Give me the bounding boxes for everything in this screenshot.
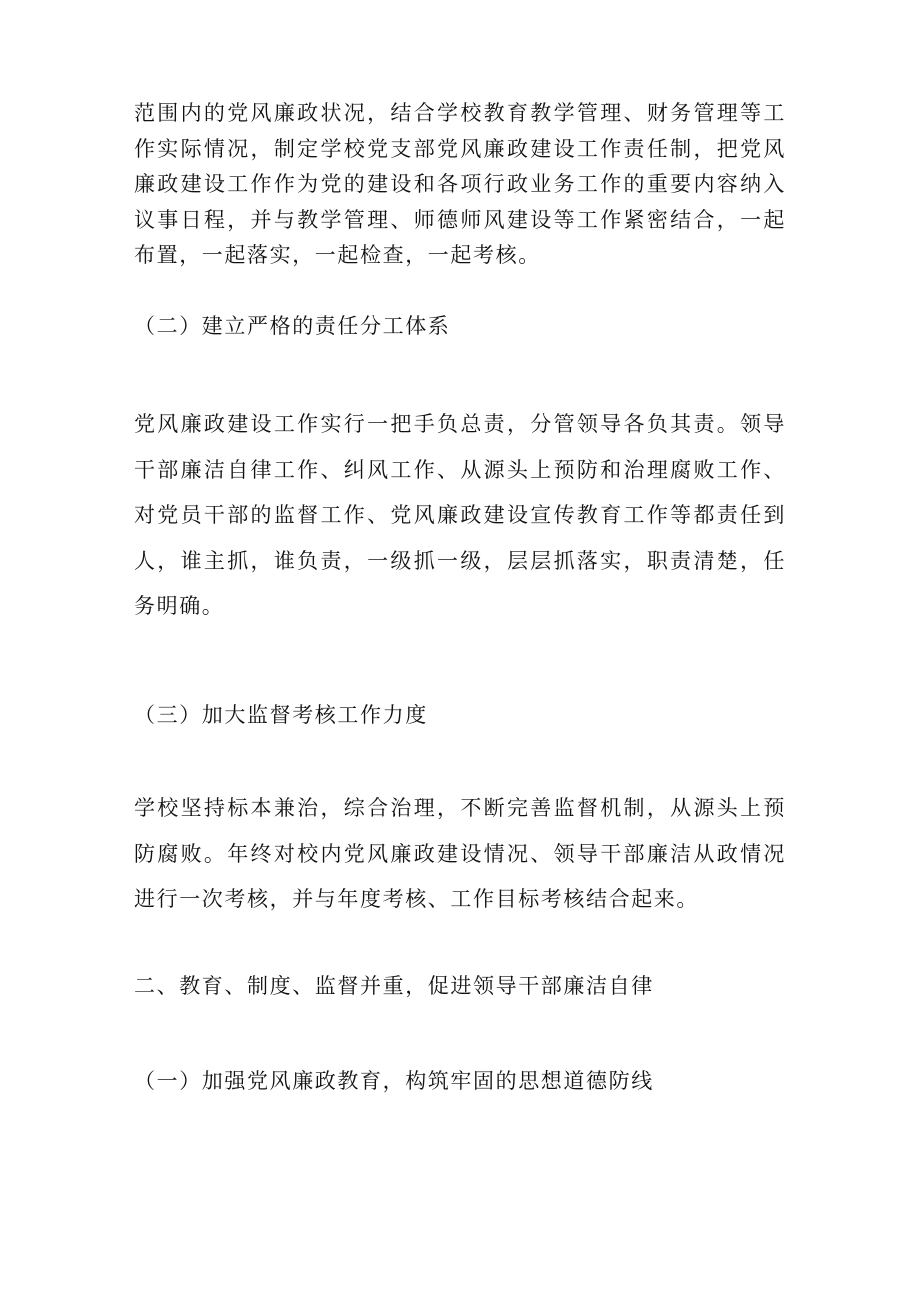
subheading-strengthen-education: （一）加强党风廉政教育，构筑牢固的思想道德防线 <box>134 1069 654 1093</box>
paragraph-supervision-assessment: 学校坚持标本兼治，综合治理，不断完善监督机制，从源头上预防腐败。年终对校内党风廉政建设情况、领导干部廉洁从政情况进行一次考核，并与年度考核、工作目标考核结合起来。 <box>134 796 786 911</box>
heading-responsibility-division: （二）建立严格的责任分工体系 <box>134 314 451 338</box>
paragraph-responsibility-division: 党风廉政建设工作实行一把手负总责，分管领导各负其责。领导干部廉洁自律工作、纠风工作、从源头上预防和治理腐败工作、对党员干部的监督工作、党风廉政建设宣传教育工作等都责任到人，谁主抓，谁负责，一级抓一级，层层抓落实，职责清楚，任务明确。 <box>134 412 786 618</box>
heading-supervision-assessment: （三）加大监督考核工作力度 <box>134 703 428 727</box>
section-heading-education-system-supervision: 二、教育、制度、监督并重，促进领导干部廉洁自律 <box>134 974 654 998</box>
paragraph-responsibility-system: 范围内的党风廉政状况，结合学校教育教学管理、财务管理等工作实际情况，制定学校党支部党风廉政建设工作责任制，把党风廉政建设工作作为党的建设和各项行政业务工作的重要内容纳入议事日程，并与教学管理、师德师风建设等工作紧密结合，一起布置，一起落实，一起检查，一起考核。 <box>134 101 786 267</box>
